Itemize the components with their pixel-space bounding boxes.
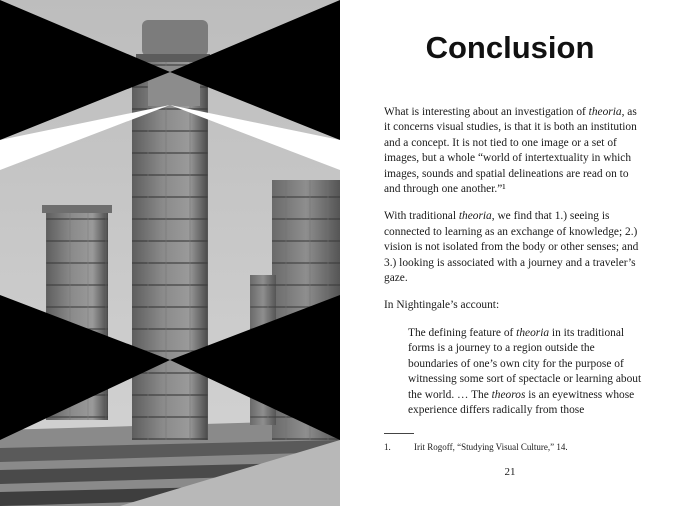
paragraph-2: With traditional theoria, we find that 1.) seeing is connected to learning as an exchange of knowledge; 2.) vision is not isolated from the body or other senses; and 3.) looking is associated with a journey and a traveler’s gaze. <box>384 210 639 285</box>
page-number: 21 <box>504 466 516 478</box>
paragraph-1: What is interesting about an investigation of theoria, as it concerns visual studies, is that it is both an institution and a concept. It is not tied to one image or a set of images, but a whole “world of intertextuality in which images, sounds and spatial delineations are read on to and through one another.”¹ <box>384 106 637 196</box>
footnote-number: 1. <box>384 442 391 452</box>
body-text <box>384 105 644 430</box>
footnote-rule <box>384 433 414 434</box>
footnote <box>384 442 644 452</box>
paragraph-3: In Nightingale’s account: <box>384 299 500 312</box>
right-page <box>340 0 680 506</box>
footnote-text: Irit Rogoff, “Studying Visual Culture,” 14. <box>414 442 568 452</box>
block-quote: The defining feature of theoria in its traditional forms is a journey to a region outside the boundaries of one’s own city for the purpose of witnessing some sort of spectacle or learning about the world. … The theoros is an eyewitness whose experience differs radically from those <box>408 326 642 416</box>
chapter-title: Conclusion <box>425 30 595 65</box>
